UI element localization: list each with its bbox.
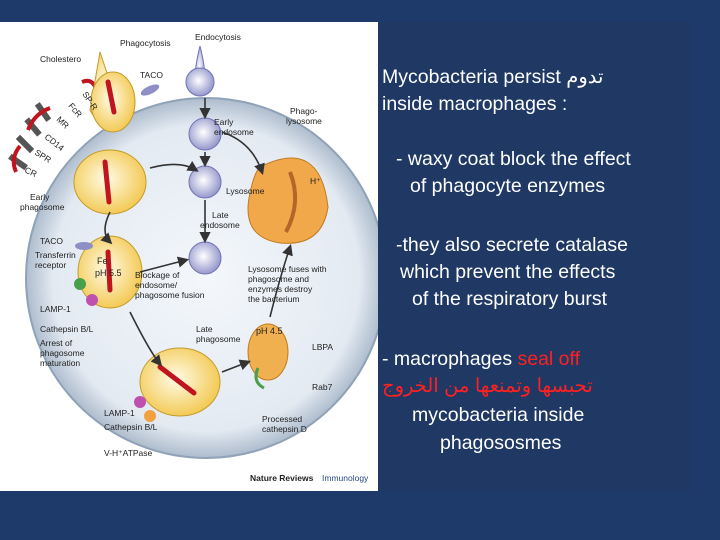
p3-line2: which prevent the effects: [400, 261, 616, 283]
label-vatpase: V-H⁺ATPase: [104, 448, 153, 458]
label-taco-left: TACO: [40, 236, 63, 246]
credit-section: Immunology: [322, 473, 369, 483]
label-ph55: pH 5.5: [95, 268, 122, 278]
late-endosome: [189, 242, 221, 274]
label-processed-1: Processed: [262, 414, 303, 424]
label-endocytosis: Endocytosis: [195, 32, 241, 42]
label-processed-2: cathepsin D: [262, 424, 307, 434]
label-early-endosome-1: Early: [214, 117, 234, 127]
p4-seal-off: seal off: [517, 348, 581, 370]
receptor-label: MR: [54, 114, 72, 131]
label-lbpa: LBPA: [312, 342, 334, 352]
label-taco-top: TACO: [140, 70, 163, 80]
receptor-label: CD14: [42, 131, 67, 153]
label-late-endosome-2: endosome: [200, 220, 240, 230]
label-lamp1-bottom: LAMP-1: [104, 408, 135, 418]
receptor-label: SPR: [32, 147, 54, 165]
label-lysosome: Lysosome: [226, 186, 265, 196]
label-lysosome-fuses-4: the bacterium: [248, 294, 300, 304]
label-early-phagosome-1: Early: [30, 192, 50, 202]
label-cholesterol: Cholestero: [40, 54, 82, 64]
label-cathepsin-bottom: Cathepsin B/L: [104, 422, 158, 432]
label-arrest-2: phagosome: [40, 348, 85, 358]
p3-line1: -they also secrete catalase: [396, 234, 628, 256]
macrophage-figure: [0, 22, 378, 491]
figure-svg: [0, 22, 378, 491]
label-phagocytosis: Phagocytosis: [120, 38, 171, 48]
lamp-marker: [86, 294, 98, 306]
label-lamp1-top: LAMP-1: [40, 304, 71, 314]
label-blockage-3: phagosome fusion: [135, 290, 205, 300]
receptor-label: FcR: [66, 100, 85, 120]
p4-line2-arabic: تحبسها وتمنعها من الخروج: [382, 375, 593, 397]
label-phagolysosome-1: Phago-: [290, 106, 318, 116]
p1-line1: [382, 64, 603, 91]
label-ph45: pH 4.5: [256, 326, 283, 336]
label-blockage-1: Blockage of: [135, 270, 180, 280]
label-lysosome-fuses-3: enzymes destroy: [248, 284, 313, 294]
early-phagosome: [74, 150, 146, 214]
slide-text-panel: [378, 22, 690, 491]
taco-marker-left: [75, 242, 93, 250]
p4-line4: phagososmes: [440, 432, 562, 454]
p3-line3: of the respiratory burst: [412, 288, 608, 310]
p4-line1: [382, 346, 580, 373]
label-late-phagosome-1: Late: [196, 324, 213, 334]
transferrin-marker: [74, 278, 86, 290]
p4-line3: mycobacteria inside: [412, 404, 585, 426]
p2-line2: of phagocyte enzymes: [410, 175, 606, 197]
label-rab7: Rab7: [312, 382, 333, 392]
label-blockage-2: endosome/: [135, 280, 178, 290]
label-late-endosome-1: Late: [212, 210, 229, 220]
receptor-label: CR: [23, 164, 39, 180]
label-lysosome-fuses-2: phagosome and: [248, 274, 309, 284]
label-phagolysosome-2: lysosome: [286, 116, 322, 126]
label-hplus: H⁺: [310, 176, 321, 186]
p1-line2: inside macrophages :: [382, 93, 568, 115]
receptor-label: SP-R: [80, 89, 100, 112]
credit-journal: Nature Reviews: [250, 473, 314, 483]
lysosome: [189, 166, 221, 198]
p1-line1-ar: تدوم: [566, 66, 604, 88]
p1-line1-en: Mycobacteria persist: [382, 66, 561, 88]
label-arrest-1: Arrest of: [40, 338, 73, 348]
p2-line1: - waxy coat block the effect: [396, 148, 631, 170]
label-transferrin-1: Transferrin: [35, 250, 76, 260]
taco-marker-top: [139, 82, 161, 98]
label-early-phagosome-2: phagosome: [20, 202, 65, 212]
label-early-endosome-2: endosome: [214, 127, 254, 137]
label-fe: Fe: [97, 256, 108, 266]
label-transferrin-2: receptor: [35, 260, 67, 270]
label-late-phagosome-2: phagosome: [196, 334, 241, 344]
label-arrest-3: maturation: [40, 358, 81, 368]
label-lysosome-fuses-1: Lysosome fuses with: [248, 264, 327, 274]
p4-line1-prefix: - macrophages: [382, 348, 518, 370]
label-cathepsin-top: Cathepsin B/L: [40, 324, 94, 334]
